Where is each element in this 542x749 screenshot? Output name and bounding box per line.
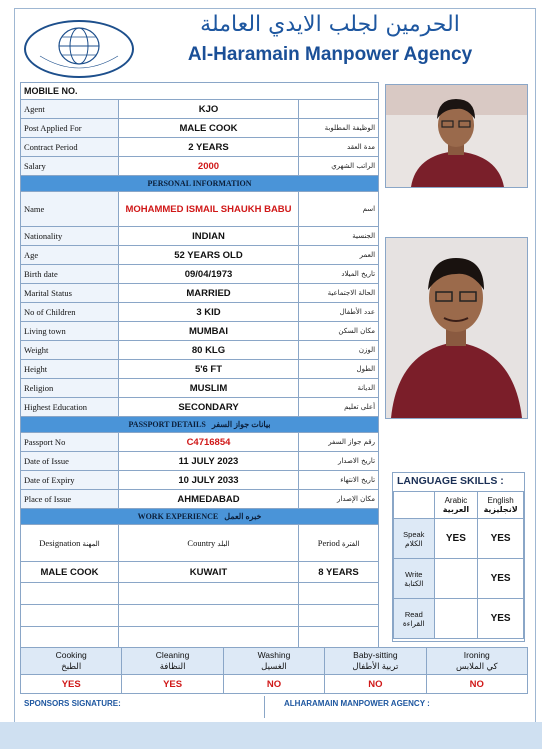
- english-label-ar: لانجليزية: [483, 505, 518, 514]
- field-label: Highest Education: [21, 398, 119, 417]
- skill-label: Washing: [257, 650, 291, 660]
- work-column-headers: [21, 525, 379, 562]
- field-value: 80 KLG: [119, 341, 299, 360]
- field-label-arabic: الوزن: [299, 341, 379, 360]
- language-skills-panel: [392, 472, 525, 642]
- signature-divider: [264, 696, 265, 718]
- field-label: Date of Issue: [21, 452, 119, 471]
- field-value: SECONDARY: [119, 398, 299, 417]
- work-header-en: WORK EXPERIENCE: [137, 512, 219, 521]
- language-row-speak: [394, 519, 524, 559]
- passport-number: C4716854: [119, 433, 299, 452]
- field-label: Passport No: [21, 433, 119, 452]
- form-row: [21, 303, 379, 322]
- period-label: Period: [317, 538, 340, 548]
- form-row: [21, 471, 379, 490]
- applicant-form-table: [20, 82, 379, 649]
- skill-label-ar: الكتابة: [404, 578, 424, 588]
- language-row-read: [394, 599, 524, 639]
- agency-english-title: Al-Haramain Manpower Agency: [187, 44, 473, 65]
- field-label-arabic: أعلى تعليم: [299, 398, 379, 417]
- section-header-passport: [21, 417, 379, 433]
- skill-label: Baby-sitting: [353, 650, 398, 660]
- skill-label: Speak: [403, 529, 425, 539]
- skill-washing-label: [223, 648, 324, 675]
- field-label-arabic: الوظيفة المطلوبة: [299, 119, 379, 138]
- form-row-agent: [21, 100, 379, 119]
- field-label-arabic: مكان السكن: [299, 322, 379, 341]
- mobile-label: MOBILE NO.: [21, 83, 379, 100]
- arabic-label: Arabic: [444, 496, 468, 505]
- field-label-arabic: الجنسية: [299, 227, 379, 246]
- field-label: Height: [21, 360, 119, 379]
- work-period: 8 YEARS: [299, 562, 379, 583]
- skill-ironing-value: NO: [426, 675, 527, 694]
- field-value: 5'6 FT: [119, 360, 299, 379]
- skill-label-ar: كي الملابس: [455, 661, 498, 671]
- field-label: Marital Status: [21, 284, 119, 303]
- field-label-arabic: الطول: [299, 360, 379, 379]
- field-label: No of Children: [21, 303, 119, 322]
- work-row-empty: [21, 627, 379, 649]
- household-skills-table: [20, 647, 528, 694]
- field-label-arabic: مدة العقد: [299, 138, 379, 157]
- form-row: [21, 490, 379, 509]
- skill-label: Cleaning: [155, 650, 190, 660]
- field-value: 2 YEARS: [119, 138, 299, 157]
- language-row-label: [394, 559, 435, 599]
- agency-logo: [24, 20, 134, 78]
- form-row: [21, 398, 379, 417]
- field-label-arabic: رقم جواز السفر: [299, 433, 379, 452]
- field-label-arabic: اسم: [299, 192, 379, 227]
- passport-header-ar: بيانات جواز السفر: [211, 420, 271, 429]
- field-label-arabic: تاريخ الانتهاء: [299, 471, 379, 490]
- applicant-photo-large: [385, 237, 528, 419]
- field-label: Religion: [21, 379, 119, 398]
- arabic-write-value: [434, 559, 478, 599]
- skill-label-ar: القراءة: [402, 618, 425, 628]
- field-label: Agent: [21, 100, 119, 119]
- skill-ironing-label: [426, 648, 527, 675]
- column-header-country: [119, 525, 299, 562]
- work-country: KUWAIT: [119, 562, 299, 583]
- field-value: 10 JULY 2033: [119, 471, 299, 490]
- skill-label: Cooking: [55, 650, 87, 660]
- sponsor-signature-label: SPONSORS SIGNATURE:: [24, 699, 121, 708]
- passport-header-en: PASSPORT DETAILS: [128, 420, 206, 429]
- form-row-name: [21, 192, 379, 227]
- form-row: [21, 341, 379, 360]
- skill-cleaning-label: [122, 648, 223, 675]
- field-label: Contract Period: [21, 138, 119, 157]
- field-value: MUSLIM: [119, 379, 299, 398]
- column-header-period: [299, 525, 379, 562]
- field-value: INDIAN: [119, 227, 299, 246]
- language-row-label: [394, 599, 435, 639]
- field-value: MARRIED: [119, 284, 299, 303]
- field-value: 2000: [119, 157, 299, 176]
- field-label: Birth date: [21, 265, 119, 284]
- field-label: Living town: [21, 322, 119, 341]
- applicant-name: MOHAMMED ISMAIL SHAUKH BABU: [119, 192, 299, 227]
- skill-babysitting-value: NO: [325, 675, 426, 694]
- language-row-label: [394, 519, 435, 559]
- form-row-post: [21, 119, 379, 138]
- form-row: [21, 433, 379, 452]
- skill-label-ar: الكلام: [404, 538, 423, 548]
- field-value: MALE COOK: [119, 119, 299, 138]
- form-row: [21, 246, 379, 265]
- field-label-arabic: الحالة الاجتماعية: [299, 284, 379, 303]
- language-skills-title: LANGUAGE SKILLS :: [397, 475, 504, 487]
- skill-label-ar: تربية الأطفال: [352, 661, 399, 671]
- arabic-read-value: [434, 599, 478, 639]
- section-header-work: [21, 509, 379, 525]
- arabic-speak-value: YES: [434, 519, 478, 559]
- field-label: Salary: [21, 157, 119, 176]
- skill-cooking-value: YES: [21, 675, 122, 694]
- field-label-arabic: عدد الأطفال: [299, 303, 379, 322]
- skill-label: Read: [404, 609, 423, 619]
- work-row: [21, 562, 379, 583]
- form-row: [21, 322, 379, 341]
- field-label: Age: [21, 246, 119, 265]
- skill-washing-value: NO: [223, 675, 324, 694]
- english-label: English: [487, 496, 514, 505]
- period-label-ar: الفترة: [342, 540, 360, 548]
- field-label: Nationality: [21, 227, 119, 246]
- skill-label-ar: الطبخ: [61, 661, 82, 671]
- field-label: Place of Issue: [21, 490, 119, 509]
- section-header-personal: PERSONAL INFORMATION: [21, 176, 379, 192]
- skill-label-ar: الغسيل: [261, 661, 287, 671]
- agency-arabic-title: الحرمين لجلب الايدي العاملة: [200, 12, 460, 37]
- country-label: Country: [187, 538, 216, 548]
- field-label-arabic: الراتب الشهري: [299, 157, 379, 176]
- field-label: Date of Expiry: [21, 471, 119, 490]
- designation-label: Designation: [39, 538, 81, 548]
- country-label-ar: البلد: [217, 540, 230, 548]
- form-row: [21, 360, 379, 379]
- form-row-salary: [21, 157, 379, 176]
- skill-label: Write: [405, 569, 423, 579]
- field-label-arabic: العمر: [299, 246, 379, 265]
- arabic-label-ar: العربية: [442, 505, 470, 514]
- english-read-value: YES: [478, 599, 524, 639]
- form-row: [21, 452, 379, 471]
- language-row-write: [394, 559, 524, 599]
- language-column-english: [478, 492, 524, 519]
- field-value: 52 YEARS OLD: [119, 246, 299, 265]
- field-label: Name: [21, 192, 119, 227]
- field-label-arabic: [299, 100, 379, 119]
- form-row: [21, 227, 379, 246]
- field-label-arabic: مكان الإصدار: [299, 490, 379, 509]
- footer-band: [0, 722, 542, 749]
- form-row-contract: [21, 138, 379, 157]
- field-label-arabic: تاريخ الميلاد: [299, 265, 379, 284]
- work-header-ar: خبره العمل: [224, 512, 262, 521]
- field-value: 09/04/1973: [119, 265, 299, 284]
- form-row: [21, 265, 379, 284]
- field-label-arabic: تاريخ الاصدار: [299, 452, 379, 471]
- skill-label-ar: النظافة: [159, 661, 186, 671]
- field-label: Post Applied For: [21, 119, 119, 138]
- field-value: MUMBAI: [119, 322, 299, 341]
- work-row-empty: [21, 605, 379, 627]
- skill-babysitting-label: [325, 648, 426, 675]
- agency-signature-label: ALHARAMAIN MANPOWER AGENCY :: [284, 699, 430, 708]
- field-value: 3 KID: [119, 303, 299, 322]
- form-row: [21, 284, 379, 303]
- field-label: Weight: [21, 341, 119, 360]
- language-skills-table: [393, 491, 524, 639]
- english-speak-value: YES: [478, 519, 524, 559]
- skill-cooking-label: [21, 648, 122, 675]
- form-row: [21, 379, 379, 398]
- field-value: KJO: [119, 100, 299, 119]
- language-column-arabic: [434, 492, 478, 519]
- column-header-designation: [21, 525, 119, 562]
- skill-label: Ironing: [463, 650, 490, 660]
- english-write-value: YES: [478, 559, 524, 599]
- work-row-empty: [21, 583, 379, 605]
- field-label-arabic: الديانة: [299, 379, 379, 398]
- designation-label-ar: المهنة: [82, 540, 100, 548]
- applicant-photo-small: [385, 84, 528, 188]
- field-value: 11 JULY 2023: [119, 452, 299, 471]
- field-value: AHMEDABAD: [119, 490, 299, 509]
- skill-cleaning-value: YES: [122, 675, 223, 694]
- language-corner: [394, 492, 435, 519]
- work-designation: MALE COOK: [21, 562, 119, 583]
